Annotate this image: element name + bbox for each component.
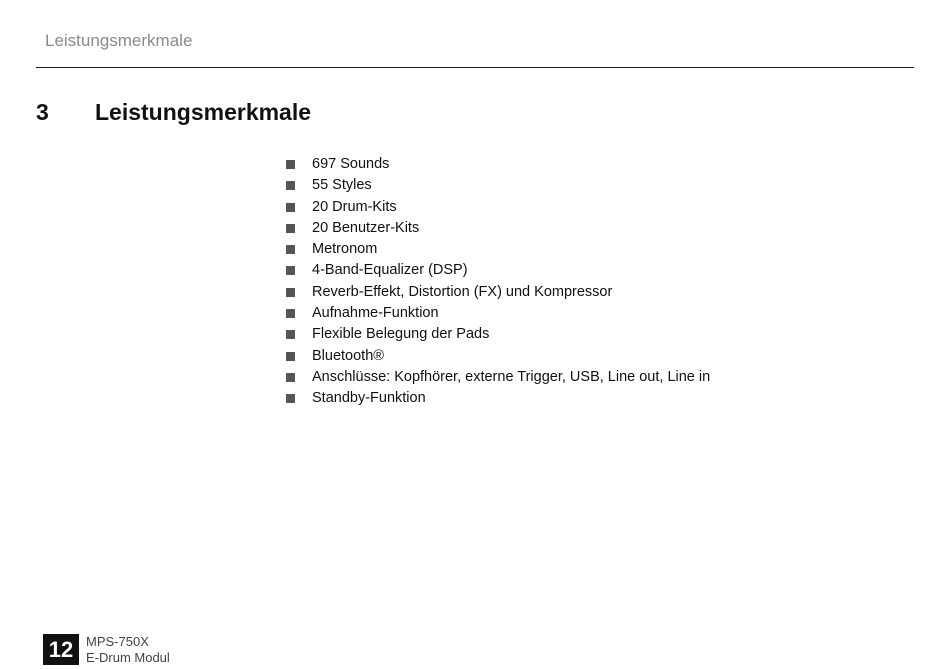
square-bullet-icon	[286, 181, 295, 190]
feature-text: Metronom	[312, 241, 378, 258]
feature-item	[286, 282, 710, 303]
footer-product-name: E-Drum Modul	[86, 650, 170, 665]
feature-item	[286, 367, 710, 388]
page-number-box: 12	[43, 634, 79, 665]
square-bullet-icon	[286, 330, 295, 339]
feature-text: 4-Band-Equalizer (DSP)	[312, 262, 468, 279]
square-bullet-icon	[286, 224, 295, 233]
feature-text: Standby-Funktion	[312, 390, 426, 407]
feature-item	[286, 346, 710, 367]
feature-item	[286, 388, 710, 409]
feature-text: 55 Styles	[312, 177, 372, 194]
feature-item	[286, 260, 710, 281]
chapter-title: Leistungsmerkmale	[95, 99, 312, 125]
square-bullet-icon	[286, 203, 295, 212]
feature-text: Aufnahme-Funktion	[312, 305, 439, 322]
header-rule	[36, 67, 914, 68]
square-bullet-icon	[286, 160, 295, 169]
feature-item	[286, 197, 710, 218]
feature-item	[286, 218, 710, 239]
feature-text: Reverb-Effekt, Distortion (FX) und Kompressor	[312, 283, 613, 300]
square-bullet-icon	[286, 266, 295, 275]
feature-list	[286, 154, 710, 410]
square-bullet-icon	[286, 245, 295, 254]
square-bullet-icon	[286, 394, 295, 403]
feature-text: 20 Drum-Kits	[312, 198, 397, 215]
feature-text: 697 Sounds	[312, 156, 390, 172]
feature-item	[286, 303, 710, 324]
footer-model: MPS-750X	[86, 634, 149, 649]
square-bullet-icon	[286, 373, 295, 382]
feature-item	[286, 175, 710, 196]
square-bullet-icon	[286, 288, 295, 297]
feature-text: Bluetooth®	[312, 347, 384, 364]
chapter-number: 3	[36, 99, 49, 125]
feature-item	[286, 239, 710, 260]
square-bullet-icon	[286, 352, 295, 361]
feature-text: 20 Benutzer-Kits	[312, 219, 420, 236]
feature-text: Anschlüsse: Kopfhörer, externe Trigger, USB, Line out, Line in	[312, 368, 711, 385]
feature-text: Flexible Belegung der Pads	[312, 326, 490, 343]
feature-item	[286, 154, 710, 175]
feature-item	[286, 324, 710, 345]
footer-text	[86, 634, 170, 666]
square-bullet-icon	[286, 309, 295, 318]
running-header: Leistungsmerkmale	[45, 31, 193, 50]
